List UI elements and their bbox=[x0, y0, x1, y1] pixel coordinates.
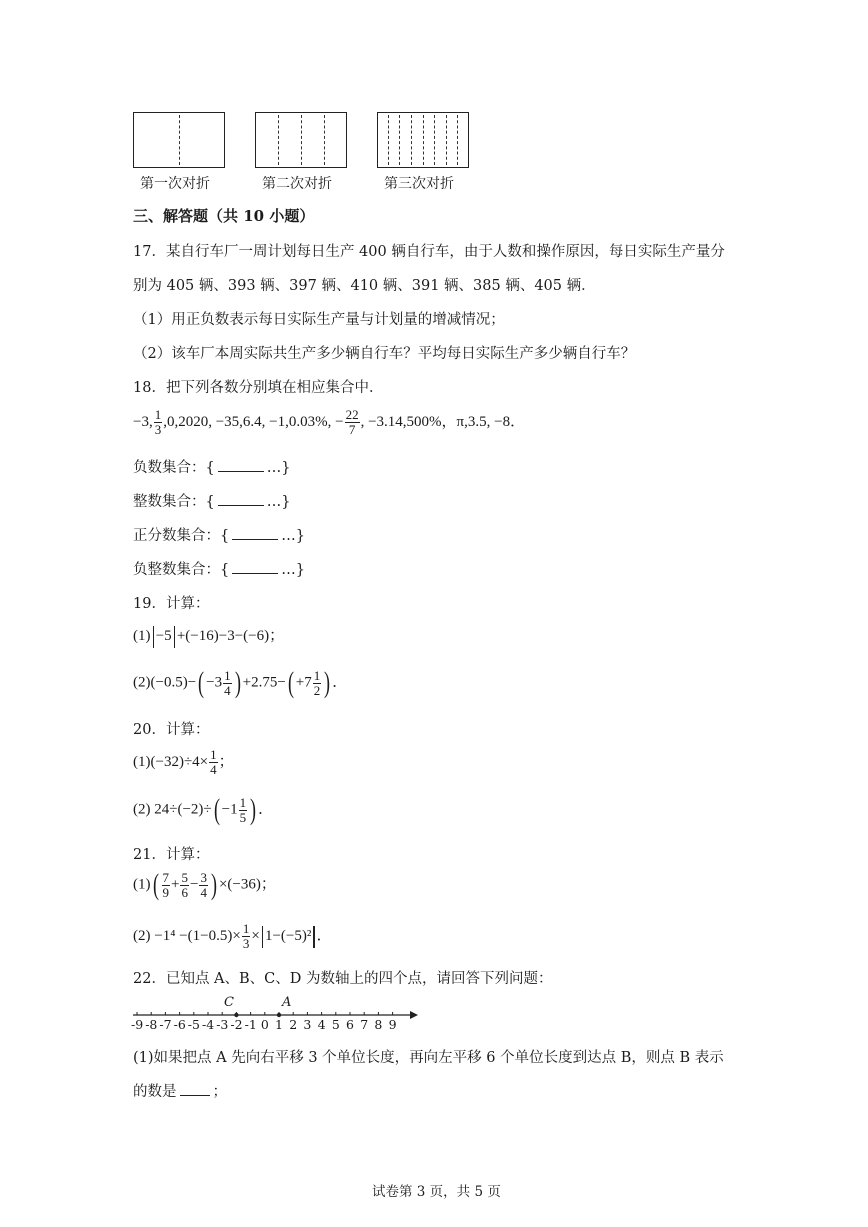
axis-tick-label: 6 bbox=[346, 1017, 354, 1032]
section-title: 三、解答题（共 10 小题） bbox=[133, 207, 315, 225]
fold-line bbox=[388, 115, 389, 165]
axis-tick-label: 4 bbox=[317, 1017, 326, 1032]
q17-line2: 别为 405 辆、393 辆、397 辆、410 辆、391 辆、385 辆、405 辆． bbox=[133, 278, 596, 294]
q18-nums-c: , −3.14,500%，π,3.5, −8． bbox=[360, 413, 526, 430]
fold-caption-1: 第一次对折 bbox=[140, 176, 210, 192]
q19-stem: 19．计算： bbox=[133, 596, 210, 612]
axis-tick-label: 8 bbox=[374, 1017, 383, 1032]
q17-part2: （2）该车厂本周实际共生产多少辆自行车？平均每日实际生产多少辆自行车？ bbox=[133, 346, 636, 362]
q18-nums-b: ,0,2020, −35,6.4, −1,0.03%, − bbox=[163, 413, 344, 430]
answer-blank[interactable] bbox=[232, 561, 278, 574]
page-footer: 试卷第 3 页，共 5 页 bbox=[372, 1184, 501, 1200]
axis-tick-label: 0 bbox=[260, 1017, 269, 1032]
q20-expr1: (1)(−32)÷4× $\frac{1}{4}$ ； bbox=[133, 747, 234, 777]
axis-tick-label: -6 bbox=[173, 1017, 186, 1032]
fold-line bbox=[278, 115, 279, 165]
q18-set-positive-fraction: 正分数集合：{ …} bbox=[133, 528, 305, 544]
answer-blank[interactable] bbox=[218, 459, 264, 472]
q22-part1-line2: 的数是 ； bbox=[133, 1084, 227, 1100]
point-a-label: A bbox=[282, 995, 292, 1010]
q21-expr2: (2) −1⁴ −(1−0.5)× $\frac{1}{3}$ × 1−(−5)² ． bbox=[133, 921, 332, 951]
axis-tick-label: 9 bbox=[388, 1017, 397, 1032]
axis-tick-label: -2 bbox=[230, 1017, 243, 1032]
q19-expr2: (2)(−0.5)−( −3 $\frac{1}{4}$ ) +2.75−( +7 $\frac{1}{2}$ ) ． bbox=[133, 666, 348, 699]
axis-tick-label: -4 bbox=[202, 1017, 215, 1032]
axis-tick-label: -3 bbox=[216, 1017, 229, 1032]
q17-part1: （1）用正负数表示每日实际生产量与计划量的增减情况； bbox=[133, 312, 505, 328]
q22-part1-line1: (1)如果把点 A 先向右平移 3 个单位长度，再向左平移 6 个单位长度到达点 B，则点 B 表示 bbox=[133, 1050, 724, 1066]
axis-tick-label: -1 bbox=[244, 1017, 257, 1032]
fold-line bbox=[457, 115, 458, 165]
axis-tick-label: -5 bbox=[187, 1017, 200, 1032]
fold-diagram-1 bbox=[133, 112, 225, 168]
axis-tick-label: -7 bbox=[159, 1017, 172, 1032]
q21-stem: 21．计算： bbox=[133, 847, 210, 863]
fold-line bbox=[423, 115, 424, 165]
q18-set-negative-integer: 负整数集合：{ …} bbox=[133, 562, 305, 578]
q21-expr1: (1)( $\frac{7}{9}$ + $\frac{5}{6}$ − $\frac{3}{4}$ ) ×(−36)； bbox=[133, 868, 276, 901]
q18-set-negative: 负数集合：{ …} bbox=[133, 460, 291, 476]
fold-diagram-3 bbox=[377, 112, 469, 168]
fold-diagram-2 bbox=[255, 112, 347, 168]
point-c-label: C bbox=[224, 995, 234, 1010]
fold-line bbox=[434, 115, 435, 165]
number-line-arrow bbox=[410, 1011, 418, 1019]
fold-line bbox=[446, 115, 447, 165]
axis-tick-label: 7 bbox=[360, 1017, 369, 1032]
fold-line bbox=[301, 115, 302, 165]
q18-stem: 18．把下列各数分别填在相应集合中． bbox=[133, 380, 384, 396]
answer-blank[interactable] bbox=[180, 1083, 210, 1096]
fold-line bbox=[324, 115, 325, 165]
q18-frac-one-third: $\frac{1}{3}$ bbox=[154, 407, 162, 437]
axis-tick-label: 3 bbox=[303, 1017, 312, 1032]
q20-stem: 20．计算： bbox=[133, 722, 210, 738]
answer-blank[interactable] bbox=[218, 493, 264, 506]
answer-blank[interactable] bbox=[232, 527, 278, 540]
q18-set-integer: 整数集合：{ …} bbox=[133, 494, 291, 510]
axis-tick-label: -9 bbox=[131, 1017, 144, 1032]
q17-line1: 17．某自行车厂一周计划每日生产 400 辆自行车，由于人数和操作原因，每日实际生产量分 bbox=[133, 244, 725, 260]
axis-tick-label: 5 bbox=[331, 1017, 340, 1032]
q19-expr1: (1) −5 +(−16)−3−(−6)； bbox=[133, 624, 284, 648]
q20-expr2: (2) 24÷(−2)÷( −1 $\frac{1}{5}$ ) ． bbox=[133, 793, 274, 826]
axis-tick-label: -8 bbox=[145, 1017, 158, 1032]
axis-tick-label: 2 bbox=[289, 1017, 298, 1032]
fold-caption-3: 第三次对折 bbox=[384, 176, 454, 192]
q18-nums-a: −3, bbox=[133, 413, 153, 430]
fold-line bbox=[411, 115, 412, 165]
q22-stem: 22．已知点 A、B、C、D 为数轴上的四个点，请回答下列问题： bbox=[133, 971, 553, 987]
fold-caption-2: 第二次对折 bbox=[262, 176, 332, 192]
axis-tick-label: 1 bbox=[275, 1017, 283, 1032]
q18-frac-22-7: $\frac{22}{7}$ bbox=[345, 407, 359, 437]
q18-number-list bbox=[133, 408, 525, 437]
fold-line bbox=[179, 115, 180, 165]
fold-line bbox=[399, 115, 400, 165]
